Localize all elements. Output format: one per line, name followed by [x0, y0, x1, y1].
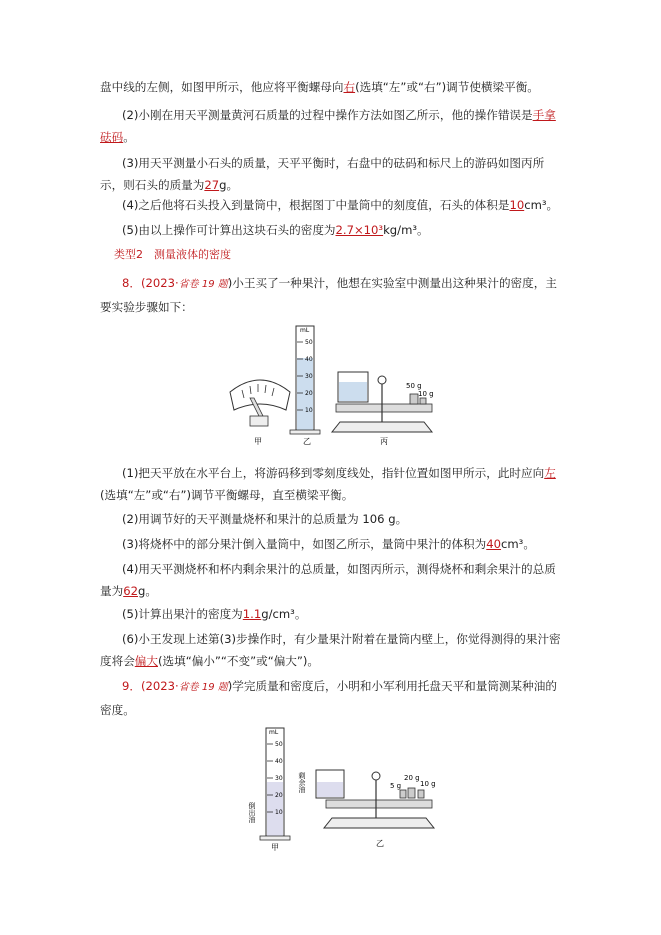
weight-10g-9: 10 g: [420, 780, 436, 788]
question-3: (3)用天平测量小石头的质量，天平平衡时，右盘中的砝码和标尺上的游码如图丙所示，则石头的质量为27g。: [100, 156, 545, 192]
answer-q3: 27: [204, 178, 220, 192]
figure-label-yi-9: 乙: [376, 839, 384, 848]
cylinder-unit-9: mL: [269, 729, 279, 736]
paragraph-q1-end: 盘中线的左侧，如图甲所示，他应将平衡螺母向右(选填“左”或“右”)调节使横梁平衡。: [100, 80, 539, 94]
answer-q2: 手拿砝码: [100, 108, 556, 144]
cylinder-tick-label: 30: [275, 775, 283, 782]
figure-label-bing: 丙: [380, 437, 388, 446]
balance-figure-9: [316, 770, 436, 828]
question-2: (2)小刚在用天平测量黄河石质量的过程中操作方法如图乙所示，他的操作错误是手拿砝码。: [100, 108, 556, 144]
problem-8-step-4: (4)用天平测烧杯和杯内剩余果汁的总质量，如图丙所示，测得烧杯和剩余果汁的总质量为62g。: [100, 562, 556, 598]
section-heading: 类型2 测量液体的密度: [114, 248, 231, 261]
problem-8-step-6: (6)小王发现上述第(3)步操作时，有少量果汁附着在量筒内壁上，你觉得测得的果汁密度将会偏大(选填“偏小”“不变”或“偏大”)。: [100, 632, 561, 668]
cylinder-tick-label: 10: [275, 809, 283, 816]
figure-problem-8: [220, 318, 460, 450]
weight-20g: 20 g: [404, 774, 420, 782]
answer-8-1: 左: [544, 466, 556, 480]
cylinder-tick-label: 30: [305, 373, 313, 380]
problem-8-step-1: (1)把天平放在水平台上，将游码移到零刻度线处，指针位置如图甲所示，此时应向左(选填“左”或“右”)调节平衡螺母，直至横梁平衡。: [100, 466, 556, 502]
measuring-cylinder-figure: [290, 326, 320, 434]
answer-8-4: 62: [123, 584, 138, 598]
cylinder-tick-label: 10: [305, 407, 313, 414]
figure-problem-9: [244, 722, 444, 854]
figure-label-jia-9: 甲: [271, 843, 279, 852]
answer-8-3: 40: [486, 537, 502, 551]
cylinder-unit: mL: [300, 327, 310, 334]
source-tag: 省卷 19 题: [178, 279, 228, 290]
problem-8-step-5: (5)计算出果汁的密度为1.1g/cm³。: [122, 607, 307, 621]
measuring-cylinder-figure-9: [260, 728, 290, 840]
right-label-group: [298, 771, 306, 794]
problem-8-step-2: (2)用调节好的天平测量烧杯和果汁的总质量为 106 g。: [122, 512, 408, 526]
apparatus-diagram-9: [244, 722, 444, 854]
cylinder-tick-label: 40: [275, 758, 283, 765]
cylinder-tick-label: 50: [305, 339, 313, 346]
balance-figure: [332, 372, 434, 432]
cylinder-tick-label: 20: [275, 792, 283, 799]
left-label-line: 倒出油: [248, 802, 256, 823]
left-label-group: [248, 801, 256, 824]
problem-9-intro: 9．(2023·省卷 19 题)学完质量和密度后，小明和小军利用托盘天平和量筒测某种油的密度。: [100, 679, 557, 717]
answer-q4: 10: [509, 198, 525, 212]
question-4: (4)之后他将石头投入到量筒中，根据图丁中量筒中的刻度值，石头的体积是10cm³。: [122, 198, 559, 212]
weight-5g: 5 g: [390, 782, 402, 790]
apparatus-diagram-8: [220, 318, 460, 450]
problem-8-step-3: (3)将烧杯中的部分果汁倒入量筒中，如图乙所示，量筒中果汁的体积为40cm³。: [122, 537, 535, 551]
figure-label-jia: 甲: [254, 437, 262, 446]
answer-8-6: 偏大: [134, 654, 158, 668]
problem-8-intro: 8．(2023·省卷 19 题)小王买了一种果汁，他想在实验室中测量出这种果汁的密度，主要实验步骤如下：: [100, 276, 557, 314]
right-label-line: 剩余油: [298, 772, 306, 793]
cylinder-tick-label: 20: [305, 390, 313, 397]
balance-dial-figure: [230, 380, 290, 426]
answer-8-5: 1.1: [242, 607, 262, 621]
answer-q1: 右: [343, 80, 356, 94]
source-tag: 省卷 19 题: [178, 682, 228, 693]
weight-50g: 50 g: [406, 382, 422, 390]
cylinder-tick-label: 50: [275, 741, 283, 748]
weight-10g: 10 g: [418, 390, 434, 398]
question-5: (5)由以上操作可计算出这块石头的密度为2.7×10³kg/m³。: [122, 223, 429, 237]
answer-q5: 2.7×10³: [335, 223, 384, 237]
figure-label-yi: 乙: [303, 437, 311, 446]
cylinder-tick-label: 40: [305, 356, 313, 363]
